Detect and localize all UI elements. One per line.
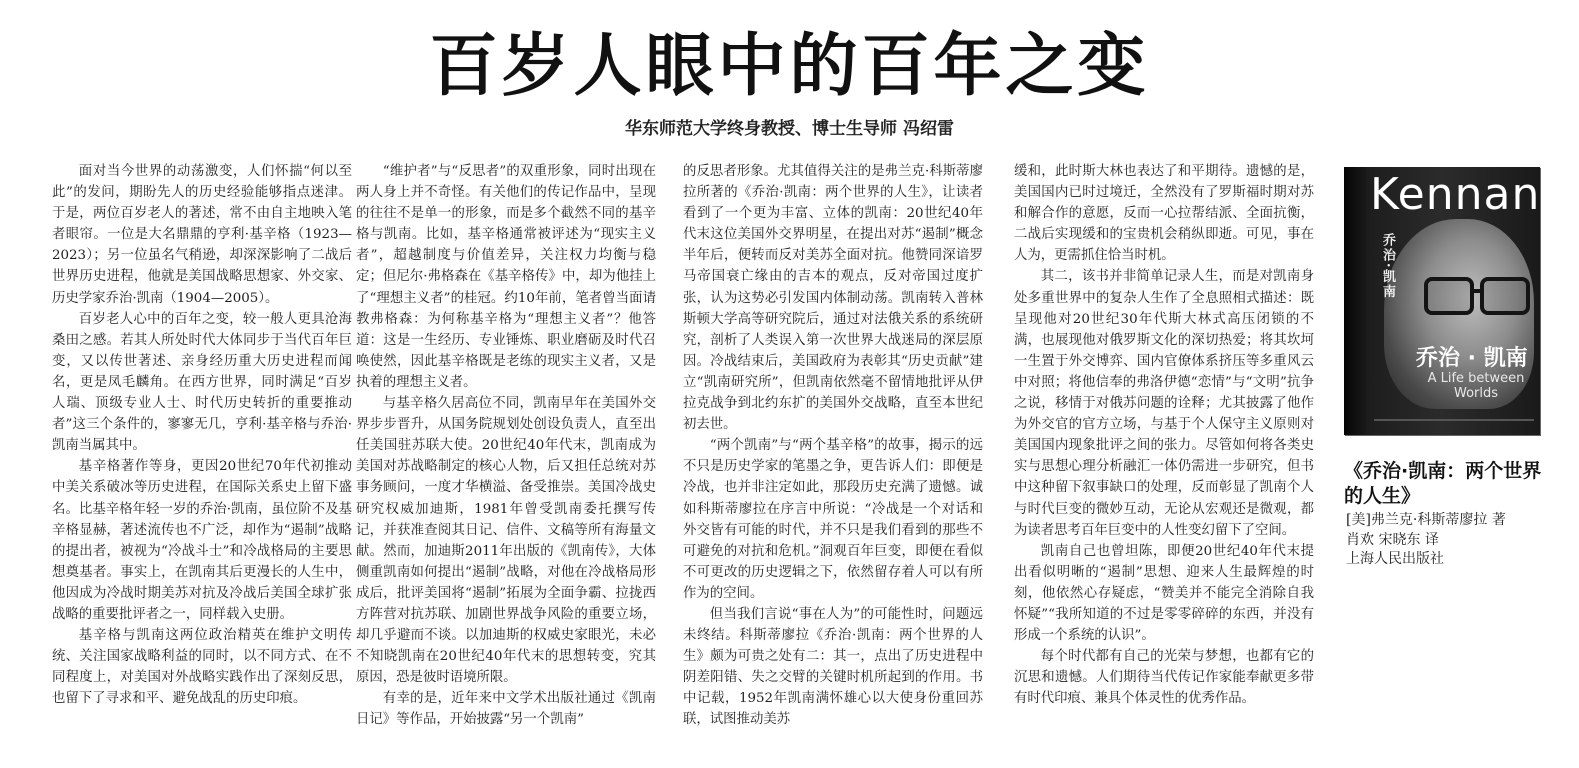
article-column-1 — [52, 161, 352, 751]
book-meta — [1346, 511, 1552, 570]
cover-title-zh: 乔治 · 凯南 — [1416, 346, 1528, 371]
article-column-2 — [356, 161, 656, 751]
glasses-graphic — [1424, 277, 1528, 311]
article-column-4 — [1014, 161, 1314, 751]
book-cover-image — [1344, 167, 1540, 435]
paragraph: 基辛格与凯南这两位政治精英在维护文明传统、关注国家战略利益的同时，以不同方式、在不同程度上，对美国对外战略实践作出了深刻反思，也留下了寻求和平、避免战乱的历史印痕。 — [52, 628, 352, 707]
paragraph: 有幸的是，近年来中文学术出版社通过《凯南日记》等作品，开始披露“另一个凯南” — [356, 691, 656, 728]
paragraph: 每个时代都有自己的光荣与梦想，也都有它的沉思和遗憾。人们期待当代传记作家能奉献更多带有时代印痕、兼具个体灵性的优秀作品。 — [1014, 649, 1314, 707]
paragraph: 凯南自己也曾坦陈，即便20世纪40年代末提出看似明晰的“遏制”思想、迎来人生最辉煌的时刻，他依然心存疑虑，“赞美并不能完全消除自我怀疑”“我所知道的不过是零零碎碎的东西，并没有形成一个系统的认识”。 — [1014, 543, 1314, 644]
book-publisher: 上海人民出版社 — [1346, 551, 1444, 567]
cover-title-vertical: 乔治·凯南 — [1380, 233, 1395, 300]
headline: 百岁人眼中的百年之变 — [429, 26, 1150, 106]
cover-title-en: Kennan — [1370, 169, 1540, 220]
book-translators: 肖欢 宋晓东 译 — [1346, 531, 1439, 548]
paragraph: 面对当今世界的动荡激变，人们怀揣“何以至此”的发问，期盼先人的历史经验能够指点迷津。于是，两位百岁老人的著述，常不由自主地映入笔者眼帘。一位是大名鼎鼎的亨利·基辛格（1923—2023）；另一位虽名气稍逊，却深深影响了二战后世界历史进程，他就是美国战略思想家、外交家、历史学家乔治·凯南（1904—2005）。 — [52, 164, 352, 306]
paragraph: “两个凯南”与“两个基辛格”的故事，揭示的远不只是历史学家的笔墨之争，更告诉人们：即便是冷战，也并非注定如此，那段历史充满了遗憾。诚如科斯蒂廖拉在序言中所说：“冷战是一个对话和外交皆有可能的时代，并不只是我们看到的那些不可避免的对抗和危机。”洞观百年巨变，即便在看似不可更改的历史逻辑之下，依然留存着人可以有所作为的空间。 — [683, 438, 983, 601]
paragraph: 缓和，此时斯大林也表达了和平期待。遗憾的是，美国国内已时过境迁，全然没有了罗斯福时期对苏和解合作的意愿，反而一心拉帮结派、全面抗衡，二战后实现缓和的宝贵机会稍纵即逝。可见，事在人为，更需抓住恰当时机。 — [1014, 164, 1314, 264]
book-author: [美]弗兰克·科斯蒂廖拉 著 — [1346, 512, 1506, 528]
cover-spine — [1344, 167, 1366, 435]
book-title: 《乔治·凯南：两个世界的人生》 — [1344, 460, 1542, 507]
cover-subtitle-en: A Life between Worlds — [1427, 371, 1525, 401]
paragraph: 的反思者形象。尤其值得关注的是弗兰克·科斯蒂廖拉所著的《乔治·凯南：两个世界的人生》，让读者看到了一个更为丰富、立体的凯南：20世纪40年代末这位美国外交界明星，在提出对苏“遏制”概念半年后，便转而反对美苏全面对抗。他赞同深谙罗马帝国衰亡缘由的吉本的观点，反对帝国过度扩张，认为这势必引发国内体制动荡。凯南转入普林斯顿大学高等研究院后，通过对法俄关系的系统研究，剖析了人类误入第一次世界大战迷局的深层原因。冷战结束后，美国政府为表彰其“历史贡献”建立“凯南研究所”，但凯南依然毫不留情地批评从伊拉克战争到北约东扩的美国外交战略，直至本世纪初去世。 — [683, 164, 983, 433]
byline: 华东师范大学终身教授、博士生导师 冯绍雷 — [625, 119, 954, 139]
paragraph: 基辛格著作等身，更因20世纪70年代初推动中美关系破冰等历史进程，在国际关系史上留下盛名。比基辛格年轻一岁的乔治·凯南，虽位阶不及基辛格显赫，著述流传也不广泛，却作为“遏制”战略的提出者，被视为“冷战斗士”和冷战格局的主要思想奠基者。事实上，在凯南其后更漫长的人生中，他因成为冷战时期美苏对抗及冷战后美国全球扩张战略的重要批评者之一，同样载入史册。 — [52, 459, 352, 622]
paragraph: 其二，该书并非简单记录人生，而是对凯南身处多重世界中的复杂人生作了全息照相式描述：既呈现他对20世纪30年代斯大林式高压闭锁的不满，也展现他对俄罗斯文化的深切热爱；将其坎坷一生置于外交博弈、国内官僚体系挤压等多重风云中对照；将他信奉的弗洛伊德“恋情”与“文明”抗争之说，移情于对俄苏问题的诠释；尤其披露了他作为外交官的官方立场，与基于个人保守主义原则对美国国内现象批评之间的张力。尽管如何将各类史实与思想心理分析融汇一体仍需进一步研究，但书中这种留下叙事缺口的处理，反而彰显了凯南个人与时代巨变的微妙互动，无论从宏观还是微观，都为读者思考百年巨变中的人性变幻留下了空间。 — [1014, 269, 1314, 538]
article-column-3 — [683, 161, 983, 751]
paragraph: 与基辛格久居高位不同，凯南早年在美国外交界步步晋升，从国务院规划处创设负责人，直至出任美国驻苏联大使。20世纪40年代末，凯南成为美国对苏战略制定的核心人物，后又担任总统对苏事务顾问，一度才华横溢、备受推崇。美国冷战史研究权威加迪斯，1981年曾受凯南委托撰写传记，并获准查阅其日记、信件、文稿等所有海量文献。然而，加迪斯2011年出版的《凯南传》，大体侧重凯南如何提出“遏制”战略，对他在冷战格局形成后，批评美国将“遏制”拓展为全面争霸、拉拢西方阵营对抗苏联、加剧世界战争风险的重要立场，却几乎避而不谈。以加迪斯的权威史家眼光，未必不知晓凯南在20世纪40年代末的思想转变，究其原因，恐是彼时语境所限。 — [356, 396, 656, 686]
paragraph: 百岁老人心中的百年之变，较一般人更具沧海桑田之感。若其人所处时代大体同步于当代百年巨变，又以传世著述、亲身经历重大历史进程而闻名，更是凤毛麟角。在西方世界，同时满足“百岁人瑞、顶级专业人士、时代历史转折的重要推动者”这三个条件的，寥寥无几，亨利·基辛格与乔治·凯南当属其中。 — [52, 311, 352, 454]
cover-divider — [1374, 419, 1534, 421]
paragraph: “维护者”与“反思者”的双重形象，同时出现在两人身上并不奇怪。有关他们的传记作品中，呈现的往往不是单一的形象，而是多个截然不同的基辛格与凯南。比如，基辛格通常被评述为“现实主义者”，超越制度与价值差异，关注权力均衡与稳定；但尼尔·弗格森在《基辛格传》中，却为他挂上了“理想主义者”的桂冠。约10年前，笔者曾当面请教弗格森：为何称基辛格为“理想主义者”？他答道：这是一生经历、专业锤炼、职业磨砺及时代召唤使然，因此基辛格既是老练的现实主义者，又是执着的理想主义者。 — [356, 164, 656, 390]
paragraph: 但当我们言说“事在人为”的可能性时，问题远未终结。科斯蒂廖拉《乔治·凯南：两个世界的人生》颇为可贵之处有二：其一，点出了历史进程中阴差阳错、失之交臂的关键时机所起到的作用。书中记载，1952年凯南满怀雄心以大使身份重回苏联，试图推动美苏 — [683, 606, 983, 728]
